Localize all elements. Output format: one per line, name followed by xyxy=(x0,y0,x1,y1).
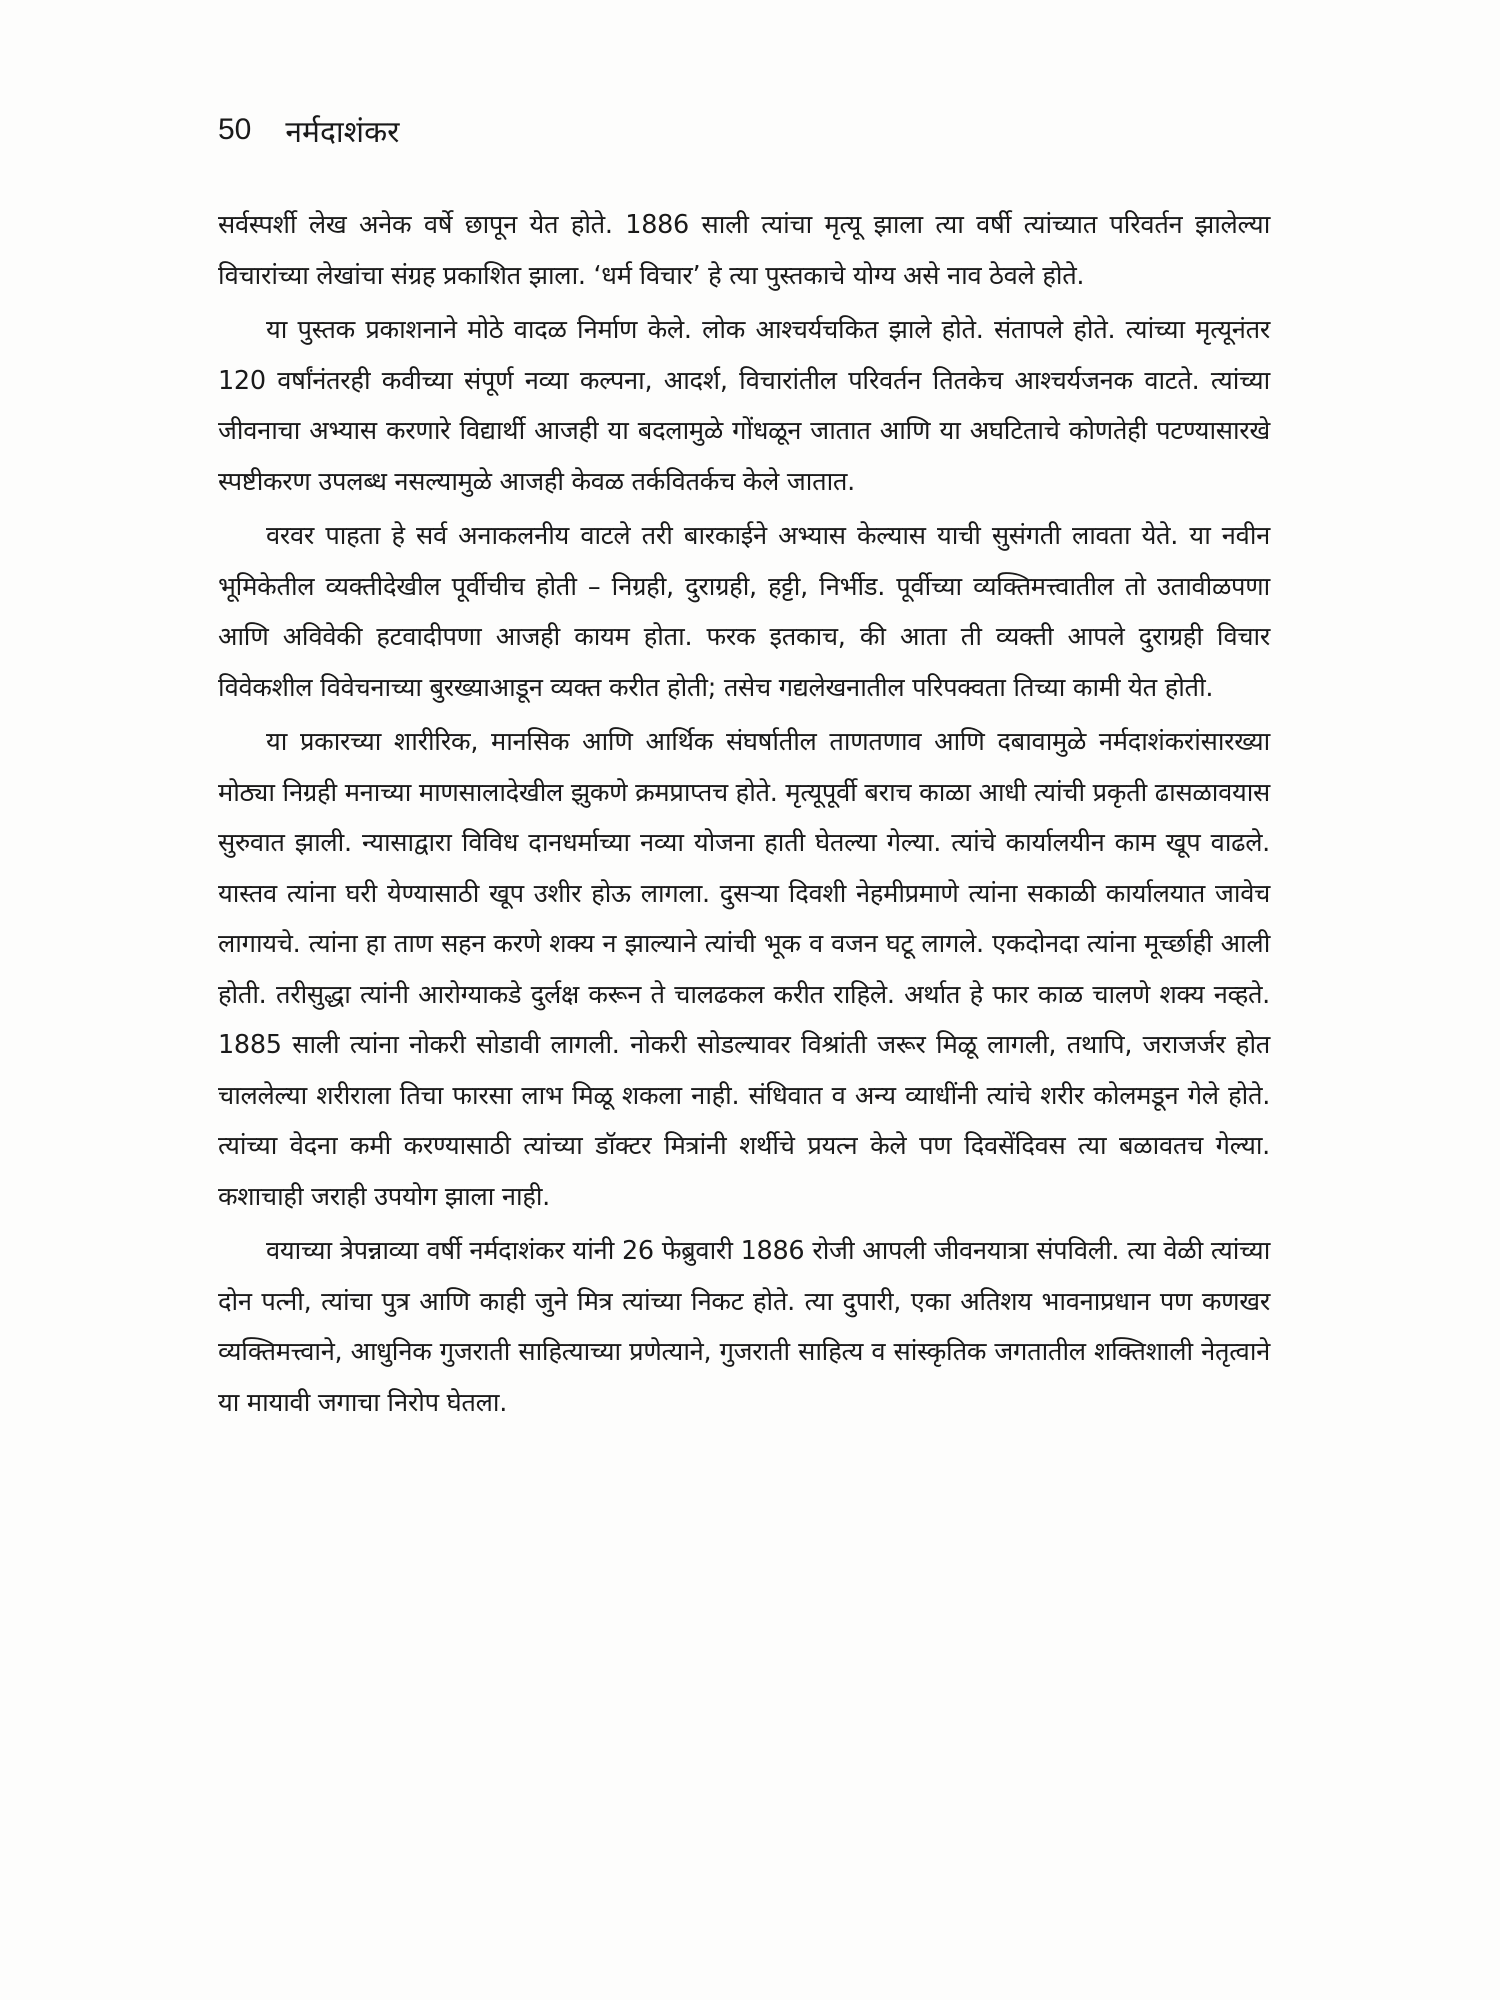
page-number: 50 xyxy=(218,113,252,146)
paragraph-1: सर्वस्पर्शी लेख अनेक वर्षे छापून येत होते. 1886 साली त्यांचा मृत्यू झाला त्या वर्षी त्यांच्यात परिवर्तन झालेल्या विचारांच्या लेखांचा संग्रह प्रकाशित झाला. ‘धर्म विचार’ हे त्या पुस्तकाचे योग्य असे नाव ठेवले होते. xyxy=(218,210,1270,291)
running-header xyxy=(218,108,399,152)
paragraph-2: या पुस्तक प्रकाशनाने मोठे वादळ निर्माण केले. लोक आश्चर्यचकित झाले होते. संतापले होते. त्यांच्या मृत्यूनंतर 120 वर्षांनंतरही कवीच्या संपूर्ण नव्या कल्पना, आदर्श, विचारांतील परिवर्तन तितकेच आश्चर्यजनक वाटते. त्यांच्या जीवनाचा अभ्यास करणारे विद्यार्थी आजही या बदलामुळे गोंधळून जातात आणि या अघटिताचे कोणतेही पटण्यासारखे स्पष्टीकरण उपलब्ध नसल्यामुळे आजही केवळ तर्कवितर्कच केले जातात. xyxy=(218,315,1270,497)
book-title: नर्मदाशंकर xyxy=(285,114,400,150)
paragraph-5: वयाच्या त्रेपन्नाव्या वर्षी नर्मदाशंकर यांनी 26 फेब्रुवारी 1886 रोजी आपली जीवनयात्रा संपविली. त्या वेळी त्यांच्या दोन पत्नी, त्यांचा पुत्र आणि काही जुने मित्र त्यांच्या निकट होते. त्या दुपारी, एका अतिशय भावनाप्रधान पण कणखर व्यक्तिमत्त्वाने, आधुनिक गुजराती साहित्याच्या प्रणेत्याने, गुजराती साहित्य व सांस्कृतिक जगतातील शक्तिशाली नेतृत्वाने या मायावी जगाचा निरोप घेतला. xyxy=(218,1236,1270,1418)
body-text xyxy=(218,200,1270,1432)
paragraph-4: या प्रकारच्या शारीरिक, मानसिक आणि आर्थिक संघर्षातील ताणतणाव आणि दबावामुळे नर्मदाशंकरांसारख्या मोठ्या निग्रही मनाच्या माणसालादेखील झुकणे क्रमप्राप्तच होते. मृत्यूपूर्वी बराच काळा आधी त्यांची प्रकृती ढासळावयास सुरुवात झाली. न्यासाद्वारा विविध दानधर्माच्या नव्या योजना हाती घेतल्या गेल्या. त्यांचे कार्यालयीन काम खूप वाढले. यास्तव त्यांना घरी येण्यासाठी खूप उशीर होऊ लागला. दुसऱ्या दिवशी नेहमीप्रमाणे त्यांना सकाळी कार्यालयात जावेच लागायचे. त्यांना हा ताण सहन करणे शक्य न झाल्याने त्यांची भूक व वजन घटू लागले. एकदोनदा त्यांना मूर्च्छाही आली होती. तरीसुद्धा त्यांनी आरोग्याकडे दुर्लक्ष करून ते चालढकल करीत राहिले. अर्थात हे फार काळ चालणे शक्य नव्हते. 1885 साली त्यांना नोकरी सोडावी लागली. नोकरी सोडल्यावर विश्रांती जरूर मिळू लागली, तथापि, जराजर्जर होत चाललेल्या शरीराला तिचा फारसा लाभ मिळू शकला नाही. संधिवात व अन्य व्याधींनी त्यांचे शरीर कोलमडून गेले होते. त्यांच्या वेदना कमी करण्यासाठी त्यांच्या डॉक्टर मित्रांनी शर्थीचे प्रयत्न केले पण दिवसेंदिवस त्या बळावतच गेल्या. कशाचाही जराही उपयोग झाला नाही. xyxy=(218,727,1270,1212)
paragraph-3: वरवर पाहता हे सर्व अनाकलनीय वाटले तरी बारकाईने अभ्यास केल्यास याची सुसंगती लावता येते. या नवीन भूमिकेतील व्यक्तीदेखील पूर्वीचीच होती – निग्रही, दुराग्रही, हट्टी, निर्भीड. पूर्वीच्या व्यक्तिमत्त्वातील तो उतावीळपणा आणि अविवेकी हटवादीपणा आजही कायम होता. फरक इतकाच, की आता ती व्यक्ती आपले दुराग्रही विचार विवेकशील विवेचनाच्या बुरख्याआडून व्यक्त करीत होती; तसेच गद्यलेखनातील परिपक्वता तिच्या कामी येत होती. xyxy=(218,521,1270,703)
